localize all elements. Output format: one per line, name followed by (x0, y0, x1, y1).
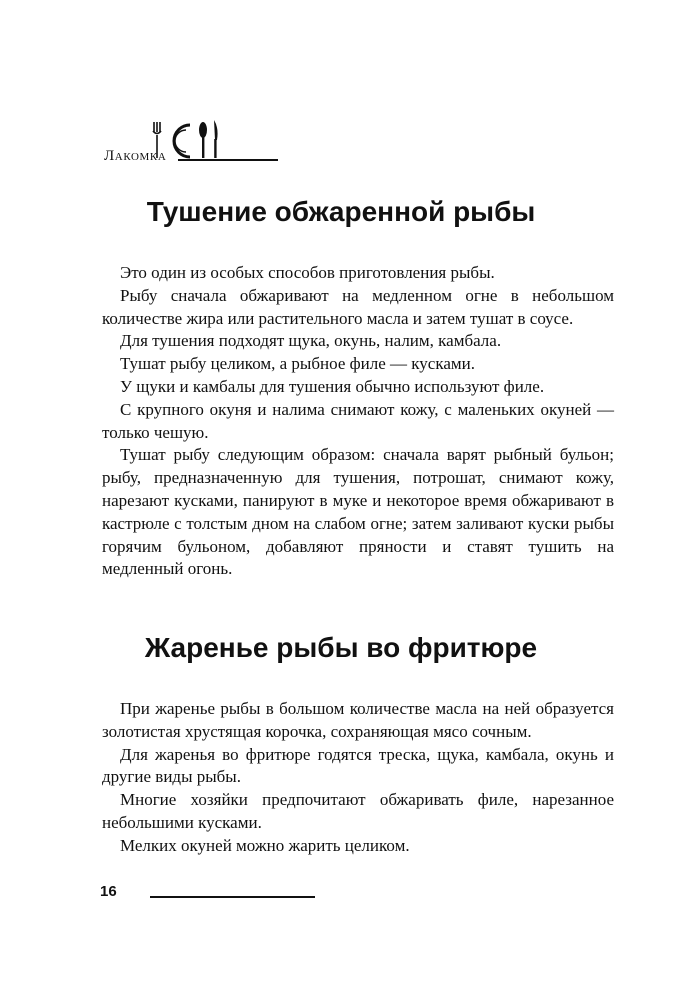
section-title-stewing: Тушение обжаренной рыбы (146, 196, 536, 227)
paragraph: С крупного окуня и налима снимают кожу, с маленьких окуней — только чешую. (102, 399, 614, 442)
running-header (104, 118, 284, 166)
paragraph: Мелких окуней можно жарить целиком. (120, 835, 410, 855)
paragraph: Тушат рыбу целиком, а рыбное филе — кусками. (120, 354, 475, 374)
paragraph: Для жаренья во фритюре годятся треска, щука, камбала, окунь и другие виды рыбы. (102, 744, 614, 787)
paragraph: Многие хозяйки предпочитают обжаривать филе, нарезанное небольшими кусками. (102, 790, 614, 832)
paragraph: Это один из особых способов приготовления рыбы. (120, 263, 495, 282)
section-body-stewing (102, 262, 614, 581)
header-rule (178, 159, 278, 161)
paragraph: Тушат рыбу следующим образом: сначала варят рыбный бульон; рыбу, предназначенную для тушения, потрошат, снимают кожу, нарезают кусками, панируют в муке и некоторое время обжаривают в кастрюле с толстым дном на слабом огне; затем заливают куски рыбы горячим бульоном, добавляют пряности и ставят тушить на медленный огонь. (102, 445, 614, 579)
paragraph: Рыбу сначала обжаривают на медленном огне в небольшом количестве жира или растительного масла и затем тушат в соусе. (102, 285, 614, 328)
paragraph: При жаренье рыбы в большом количестве масла на ней образуется золотистая хрустящая корочка, сохраняющая мясо сочным. (102, 699, 614, 741)
paragraph: Для тушения подходят щука, окунь, налим, камбала. (120, 331, 502, 351)
section-title-deep-frying: Жаренье рыбы во фритюре (144, 632, 538, 663)
section-body-deep-frying (102, 698, 614, 858)
brand-label: Лакомка (104, 148, 167, 164)
footer-rule (150, 896, 315, 898)
page-number: 16 (100, 883, 117, 900)
paragraph: У щуки и камбалы для тушения обычно используют филе. (120, 376, 545, 396)
